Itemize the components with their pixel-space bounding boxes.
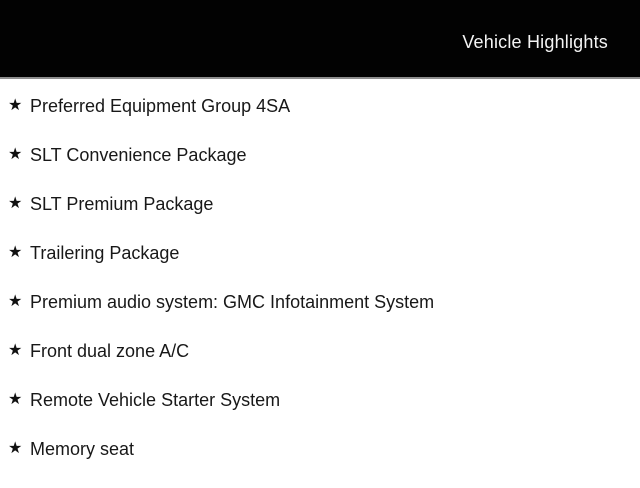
star-icon: ★	[8, 244, 23, 261]
list-item	[8, 194, 640, 243]
list-item	[8, 96, 640, 145]
star-icon: ★	[8, 293, 23, 310]
star-icon: ★	[8, 97, 23, 114]
header-bar	[0, 0, 640, 79]
list-item-label: Front dual zone A/C	[30, 341, 190, 361]
highlights-list	[0, 79, 640, 488]
list-item-label: SLT Premium Package	[30, 194, 214, 214]
list-item	[8, 292, 640, 341]
list-item-label: SLT Convenience Package	[30, 145, 247, 165]
list-item	[8, 341, 640, 390]
list-item-label: Memory seat	[30, 439, 135, 459]
page-title: Vehicle Highlights	[462, 32, 608, 52]
list-item-label: Trailering Package	[30, 243, 180, 263]
star-icon: ★	[8, 195, 23, 212]
list-item-label: Premium audio system: GMC Infotainment System	[30, 292, 435, 312]
list-item-label: Remote Vehicle Starter System	[30, 390, 281, 410]
list-item	[8, 439, 640, 488]
star-icon: ★	[8, 391, 23, 408]
star-icon: ★	[8, 440, 23, 457]
list-item	[8, 390, 640, 439]
list-item-label: Preferred Equipment Group 4SA	[30, 96, 291, 116]
list-item	[8, 145, 640, 194]
star-icon: ★	[8, 146, 23, 163]
star-icon: ★	[8, 342, 23, 359]
list-item	[8, 243, 640, 292]
